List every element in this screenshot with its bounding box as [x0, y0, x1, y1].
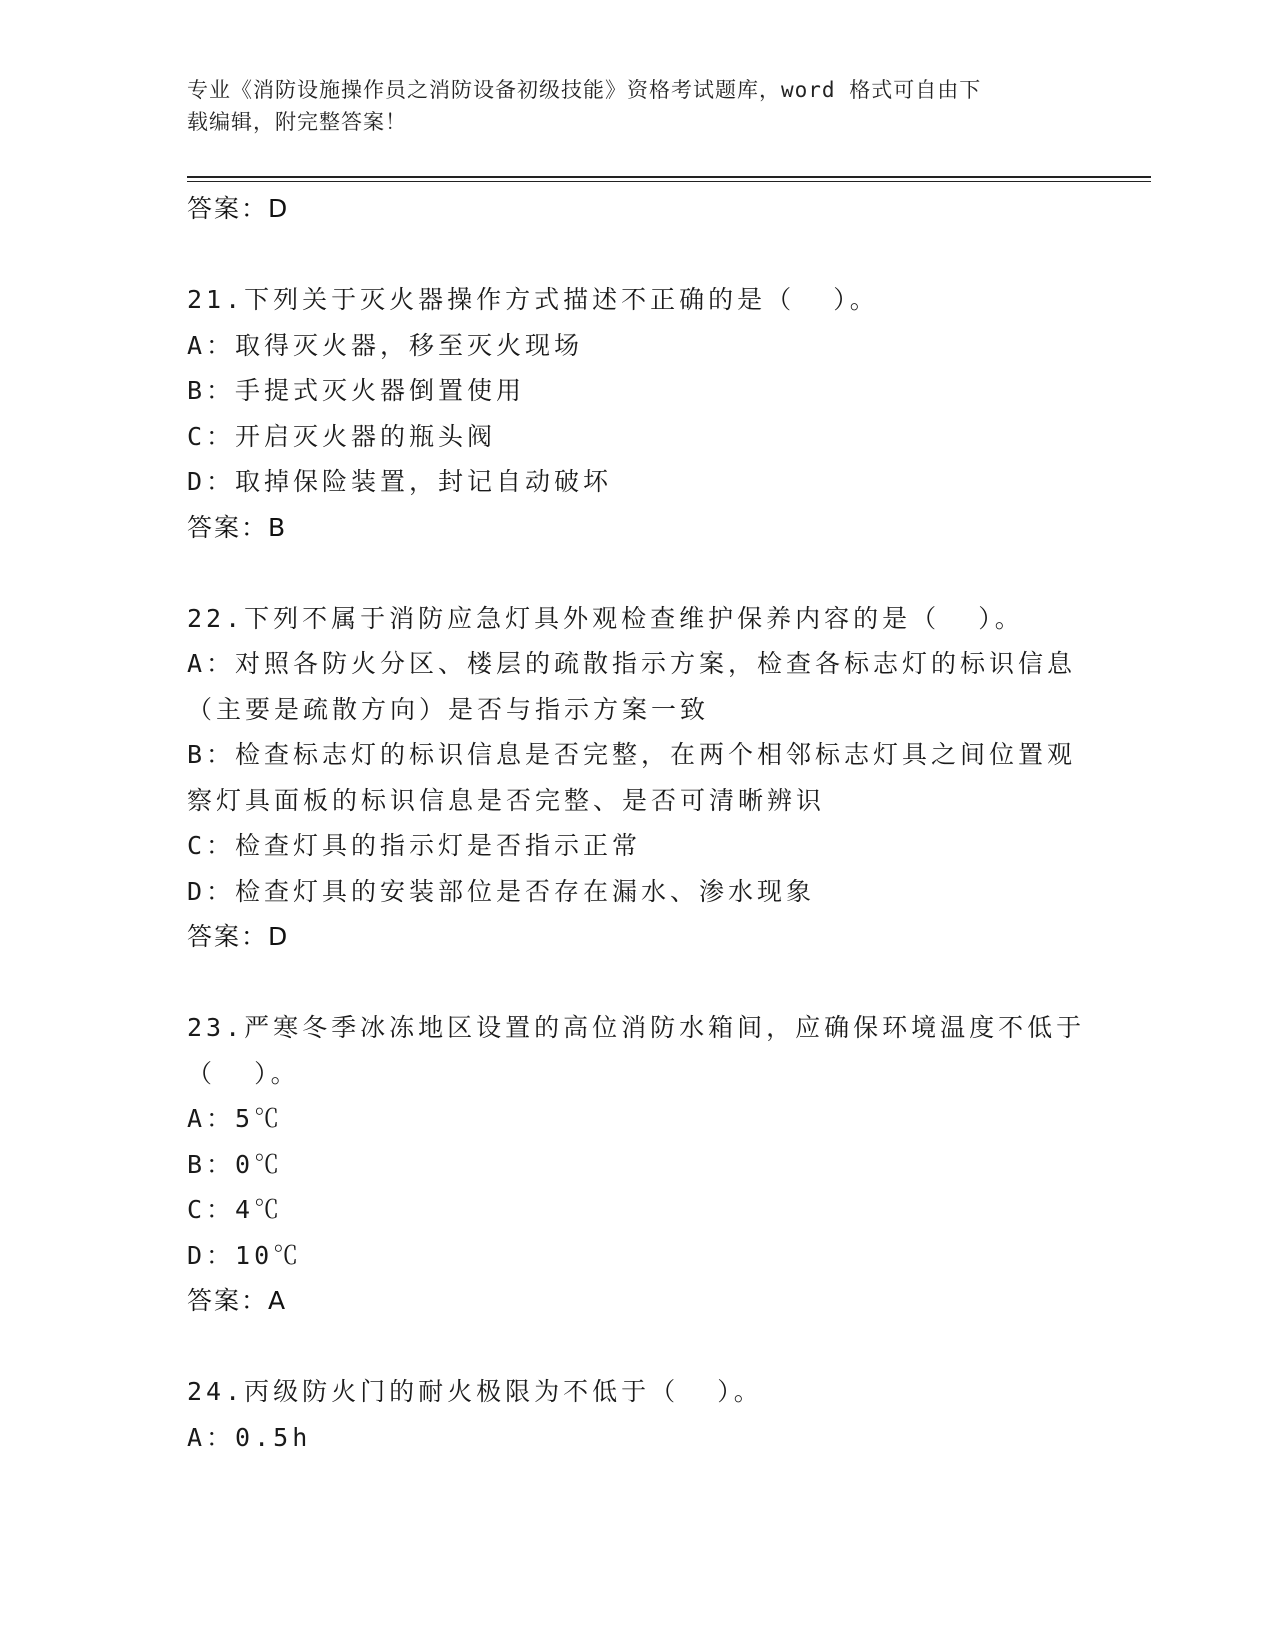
header-rule-thick — [187, 176, 1151, 178]
option-a-continued: （主要是疏散方向）是否与指示方案一致 — [187, 694, 710, 724]
question-24 — [187, 1369, 1087, 1460]
option-a: A：5℃ — [187, 1104, 284, 1133]
option-a: A：0.5h — [187, 1422, 312, 1452]
option-c: C：4℃ — [187, 1195, 284, 1224]
question-stem: 23.严寒冬季冰冻地区设置的高位消防水箱间，应确保环境温度不低于 — [187, 1013, 1086, 1042]
option-d: D：检查灯具的安装部位是否存在漏水、渗水现象 — [187, 876, 816, 906]
option-c: C：检查灯具的指示灯是否指示正常 — [187, 831, 642, 860]
option-d: D：10℃ — [187, 1240, 303, 1270]
question-stem: 21.下列关于灭火器操作方式描述不正确的是（ ）。 — [187, 285, 879, 314]
header-line-2: 载编辑，附完整答案！ — [187, 110, 407, 134]
option-b: B：检查标志灯的标识信息是否完整，在两个相邻标志灯具之间位置观 — [187, 740, 1077, 769]
document-header — [187, 74, 1067, 138]
answer-line: 答案：D — [187, 194, 290, 223]
header-rule-thin — [187, 181, 1151, 182]
option-b-continued: 察灯具面板的标识信息是否完整、是否可清晰辨识 — [187, 785, 826, 815]
option-b: B：0℃ — [187, 1149, 284, 1179]
option-b: B：手提式灭火器倒置使用 — [187, 376, 526, 405]
option-d: D：取掉保险装置，封记自动破坏 — [187, 467, 613, 496]
answer-line: 答案：B — [187, 512, 288, 542]
document-body — [187, 186, 1087, 1460]
question-22 — [187, 596, 1087, 960]
question-stem: 22.下列不属于消防应急灯具外观检查维护保养内容的是（ ）。 — [187, 603, 1024, 633]
header-line-1: 专业《消防设施操作员之消防设备初级技能》资格考试题库，word 格式可自由下 — [187, 78, 982, 102]
answer-line: 答案：A — [187, 1286, 288, 1315]
option-a: A：对照各防火分区、楼层的疏散指示方案，检查各标志灯的标识信息 — [187, 649, 1077, 678]
question-23 — [187, 1005, 1087, 1323]
option-a: A：取得灭火器，移至灭火现场 — [187, 330, 584, 360]
question-stem: 24.丙级防火门的耐火极限为不低于（ ）。 — [187, 1377, 763, 1406]
answer-line: 答案：D — [187, 922, 290, 951]
question-stem-continued: （ ）。 — [187, 1058, 300, 1088]
option-c: C：开启灭火器的瓶头阀 — [187, 421, 497, 451]
question-21 — [187, 277, 1087, 550]
